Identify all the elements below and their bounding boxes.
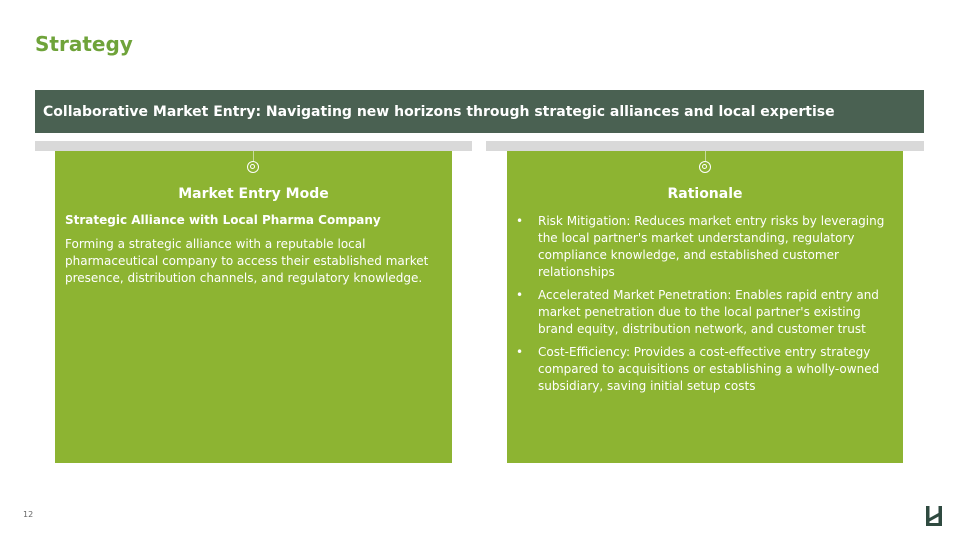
left-connector-line xyxy=(253,151,254,161)
page-number: 12 xyxy=(23,510,34,519)
bullet-icon: • xyxy=(516,345,524,359)
rationale-bullet-item xyxy=(514,213,894,281)
bullet-text: Risk Mitigation: Reduces market entry risks by leveraging the local partner's market understanding, regulatory compliance knowledge, and established customer relationships xyxy=(538,214,885,279)
strategic-alliance-subheading: Strategic Alliance with Local Pharma Company xyxy=(65,213,381,227)
right-connector-line xyxy=(705,151,706,161)
rationale-bullet-item xyxy=(514,344,894,395)
rationale-bullet-list xyxy=(514,213,894,401)
bullet-text: Accelerated Market Penetration: Enables rapid entry and market penetration due to the local partner's existing brand equity, distribution network, and customer trust xyxy=(538,288,879,336)
target-icon xyxy=(699,161,711,173)
bullet-text: Cost-Efficiency: Provides a cost-effective entry strategy compared to acquisitions or establishing a wholly-owned subsidiary, saving initial setup costs xyxy=(538,345,880,393)
bullet-icon: • xyxy=(516,288,524,302)
left-divider-bar xyxy=(35,141,472,151)
rationale-heading: Rationale xyxy=(667,186,743,202)
target-icon xyxy=(247,161,259,173)
strategy-banner: Collaborative Market Entry: Navigating new horizons through strategic alliances and local expertise xyxy=(35,90,924,133)
right-divider-bar xyxy=(486,141,924,151)
company-logo-icon xyxy=(925,505,943,527)
strategic-alliance-description: Forming a strategic alliance with a reputable local pharmaceutical company to access their established market presence, distribution channels, and regulatory knowledge. xyxy=(65,237,429,285)
market-entry-mode-heading: Market Entry Mode xyxy=(178,186,329,202)
slide-title: Strategy xyxy=(35,32,133,56)
rationale-bullet-item xyxy=(514,287,894,338)
bullet-icon: • xyxy=(516,214,524,228)
